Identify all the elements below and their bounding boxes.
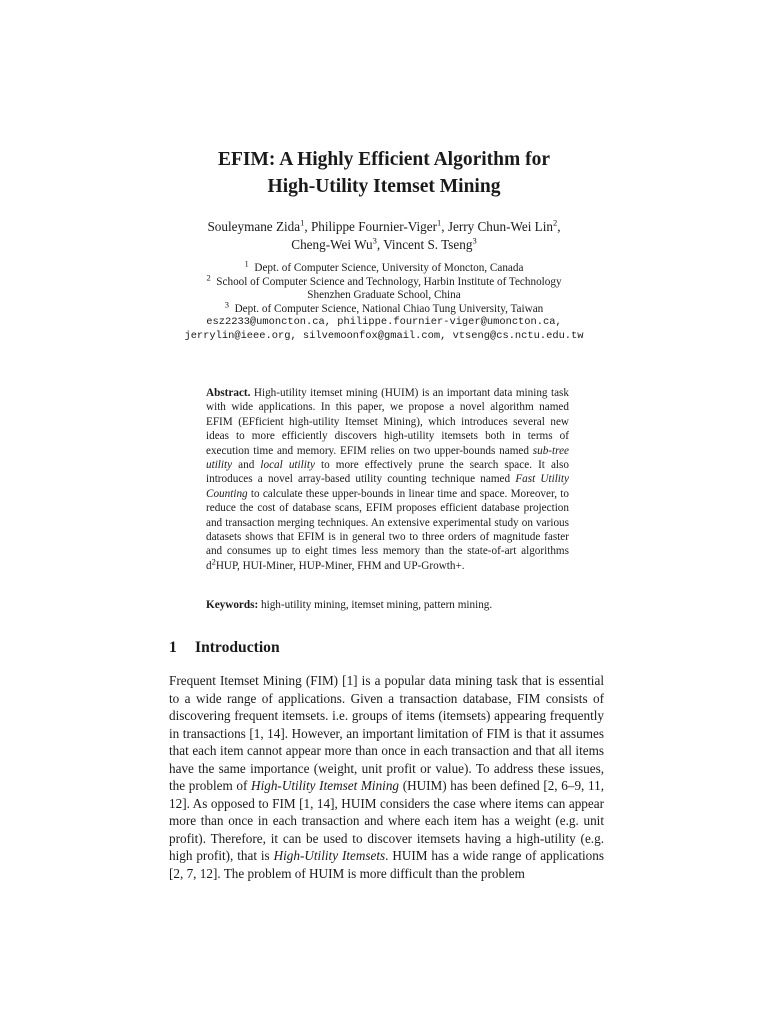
- affiliation-text: Dept. of Computer Science, University of Moncton, Canada: [254, 262, 524, 274]
- paper-title: [0, 146, 768, 200]
- affiliation-2: [0, 271, 768, 290]
- author-name: Vincent S. Tseng: [383, 237, 473, 252]
- affil-mark: 2: [206, 271, 211, 282]
- affiliations: [0, 258, 768, 344]
- email-line-1: esz2233@umoncton.ca, philippe.fournier-viger@umoncton.ca,: [206, 316, 562, 329]
- abstract-text: High-utility itemset mining (HUIM) is an important data mining task with wide applications. In this paper, we propose a novel algorithm named EFIM (EFficient high-utility Itemset Mining), which introduces several new ideas to more efficiently discovers high-utility itemsets both in terms of execution time and memory. EFIM relies on two upper-bounds named: [206, 387, 569, 457]
- intro-text: (HUIM) has been defined [2, 6–9, 11, 12]. As opposed to FIM [1, 14], HUIM considers the case where items can appear more than once in each transaction and where each item has a weight (e.g. unit profit). Therefore, it can be used to discover itemsets having a high-utility (e.g. high profit), that is: [169, 778, 605, 863]
- keywords-text: high-utility mining, itemset mining, pattern mining.: [258, 599, 493, 611]
- title-line-1: EFIM: A Highly Efficient Algorithm for: [217, 149, 550, 170]
- title-line-2: High-Utility Itemset Mining: [267, 176, 501, 197]
- abstract-superscript: 2: [211, 556, 216, 567]
- author-name: Philippe Fournier-Viger: [310, 219, 437, 234]
- abstract-text: to calculate these upper-bounds in linear time and space. Moreover, to reduce the cost of database scans, EFIM proposes efficient database projection and transaction merging techniques. An extensive experimental study on various datasets shows that EFIM is in general two to three orders of magnitude faster and consumes up to eight times less memory than the state-of-art algorithms d: [206, 487, 569, 572]
- abstract-emphasis: Fast Utility Counting: [206, 473, 569, 500]
- affiliation-1: [0, 258, 768, 276]
- affiliation-3: [0, 299, 768, 317]
- intro-text: . HUIM has a wide range of applications [2, 7, 12]. The problem of HUIM is more difficult than the problem: [169, 848, 604, 881]
- abstract-label: Abstract.: [206, 387, 251, 399]
- affiliation-text: Dept. of Computer Science, National Chiao Tung University, Taiwan: [234, 302, 544, 315]
- affiliation-text: School of Computer Science and Technology, Harbin Institute of Technology: [216, 275, 562, 288]
- author-affil-mark: 3: [472, 235, 477, 246]
- author-name: Jerry Chun-Wei Lin: [447, 219, 553, 234]
- author-list: Souleymane Zida$^1$, Philippe Fournier-Viger$^1$, Jerry Chun-Wei Lin$^2$, Cheng-Wei Wu$^3$, Vincent S. Tseng$^3$: [207, 217, 561, 252]
- affil-mark: 1: [244, 258, 249, 269]
- author-affil-mark: 1: [300, 217, 305, 228]
- author-name: Cheng-Wei Wu: [291, 237, 373, 252]
- keywords-label: Keywords:: [206, 599, 259, 611]
- abstract-text: to more effectively prune the search space. It also introduces a novel array-based utility counting technique named: [206, 459, 569, 486]
- abstract-emphasis: sub-tree utility: [206, 444, 569, 472]
- author-affil-mark: 3: [372, 235, 377, 246]
- affil-mark: 3: [224, 299, 229, 310]
- email-line-2: jerrylin@ieee.org, silvemoonfox@gmail.com, vtseng@cs.nctu.edu.tw: [184, 329, 584, 342]
- section-number: 1: [169, 639, 177, 656]
- author-affil-mark: 2: [553, 217, 558, 228]
- affiliation-2-cont: Shenzhen Graduate School, China: [307, 289, 461, 302]
- keywords: [206, 598, 569, 612]
- author-name: Souleymane Zida: [207, 219, 301, 234]
- abstract-emphasis: local utility: [260, 459, 315, 472]
- intro-text: Frequent Itemset Mining (FIM) [1] is a popular data mining task that is essential to a wide range of applications. Given a transaction database, FIM consists of discovering frequent itemsets. i.e. groups of items (itemsets) appearing frequently in transactions [1, 14]. However, an important limitation of FIM is that it assumes that each item cannot appear more than once in each transaction and that all items have the same importance (weight, unit profit or value). To address these issues, the problem of: [169, 673, 604, 793]
- abstract: [206, 386, 569, 573]
- intro-emphasis: High-Utility Itemset Mining: [251, 778, 400, 793]
- abstract-text: and: [232, 459, 261, 472]
- abstract-text: HUP, HUI-Miner, HUP-Miner, FHM and UP-Growth+.: [215, 559, 465, 572]
- author-affil-mark: 1: [437, 217, 442, 228]
- section-title: Introduction: [195, 639, 280, 656]
- intro-emphasis: High-Utility Itemsets: [273, 848, 386, 863]
- intro-paragraph: [169, 672, 604, 882]
- section-heading: [169, 638, 280, 658]
